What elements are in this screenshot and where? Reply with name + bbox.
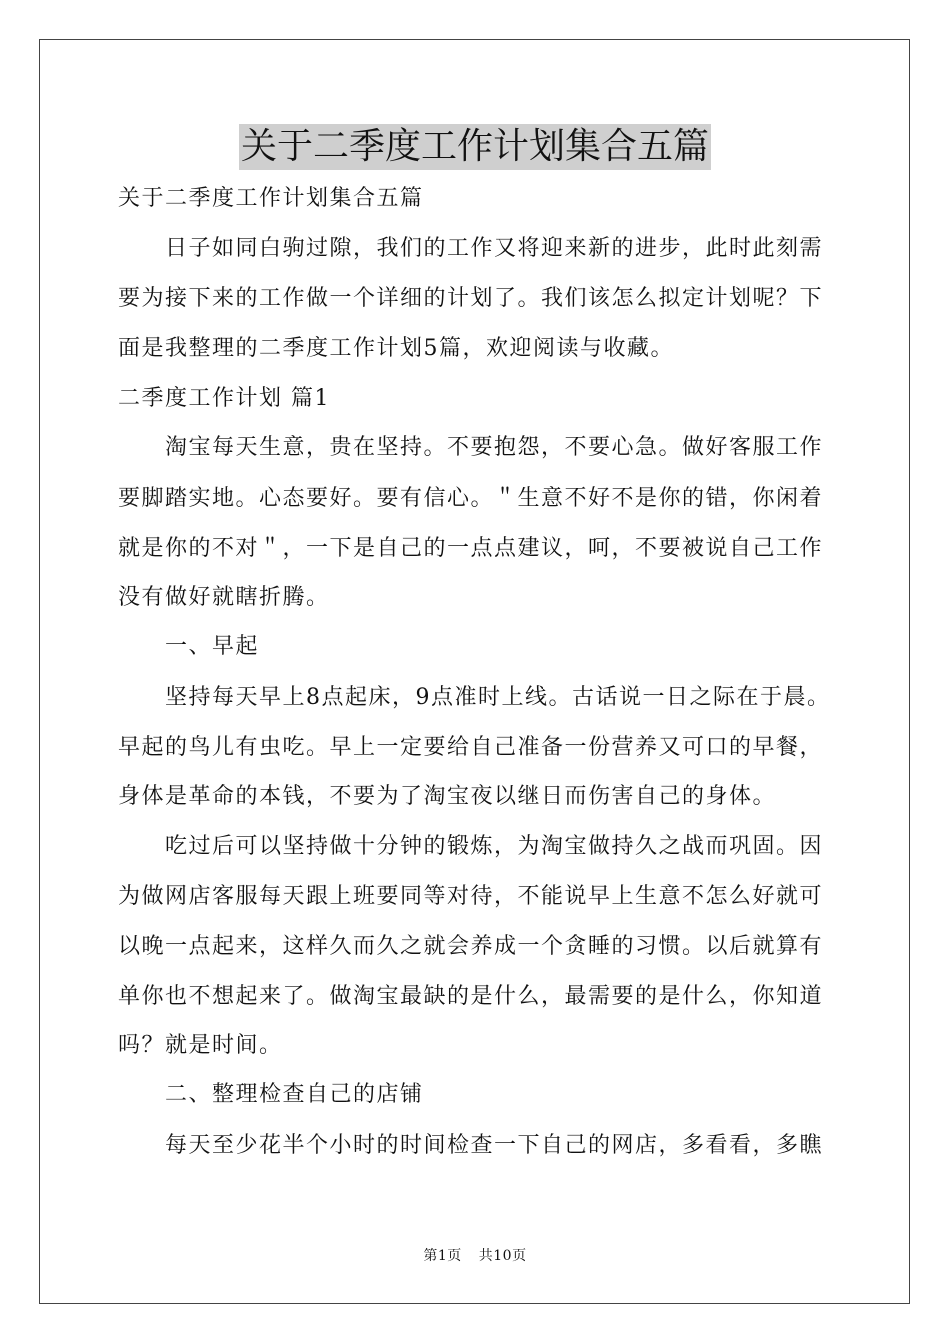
page-border (39, 39, 910, 1304)
page-number: 第1页 (423, 1248, 462, 1264)
paragraph-line: 面是我整理的二季度工作计划5篇，欢迎阅读与收藏。 (118, 336, 674, 361)
subtitle-line: 关于二季度工作计划集合五篇 (118, 186, 424, 211)
paragraph-line: 单你也不想起来了。做淘宝最缺的是什么，最需要的是什么，你知道 (118, 984, 824, 1009)
paragraph-line: 淘宝每天生意，贵在坚持。不要抱怨，不要心急。做好客服工作 (165, 435, 824, 460)
document-title: 关于二季度工作计划集合五篇 (239, 124, 711, 170)
page-footer (0, 1247, 950, 1265)
paragraph-line: 要为接下来的工作做一个详细的计划了。我们该怎么拟定计划呢？下 (118, 286, 824, 311)
page-total: 共10页 (478, 1248, 527, 1264)
section-heading: 二季度工作计划 篇1 (118, 386, 330, 411)
paragraph-line: 身体是革命的本钱，不要为了淘宝夜以继日而伤害自己的身体。 (118, 784, 777, 809)
paragraph-line: 日子如同白驹过隙，我们的工作又将迎来新的进步，此时此刻需 (165, 236, 824, 261)
paragraph-line: 就是你的不对＂，一下是自己的一点点建议，呵，不要被说自己工作 (118, 536, 824, 561)
paragraph-line: 吗？就是时间。 (118, 1033, 283, 1058)
paragraph-line: 以晚一点起来，这样久而久之就会养成一个贪睡的习惯。以后就算有 (118, 934, 824, 959)
paragraph-line: 早起的鸟儿有虫吃。早上一定要给自己准备一份营养又可口的早餐， (118, 735, 824, 760)
title-wrap (0, 124, 950, 170)
subsection-heading: 二、整理检查自己的店铺 (165, 1082, 424, 1107)
paragraph-line: 吃过后可以坚持做十分钟的锻炼，为淘宝做持久之战而巩固。因 (165, 834, 824, 859)
paragraph-line: 坚持每天早上8点起床，9点准时上线。古话说一日之际在于晨。 (165, 685, 831, 710)
subsection-heading: 一、早起 (165, 634, 260, 659)
paragraph-line: 要脚踏实地。心态要好。要有信心。＂生意不好不是你的错，你闲着 (118, 486, 824, 511)
paragraph-line: 为做网店客服每天跟上班要同等对待，不能说早上生意不怎么好就可 (118, 884, 824, 909)
paragraph-line: 没有做好就瞎折腾。 (118, 585, 330, 610)
paragraph-line: 每天至少花半个小时的时间检查一下自己的网店，多看看，多瞧 (165, 1133, 824, 1158)
